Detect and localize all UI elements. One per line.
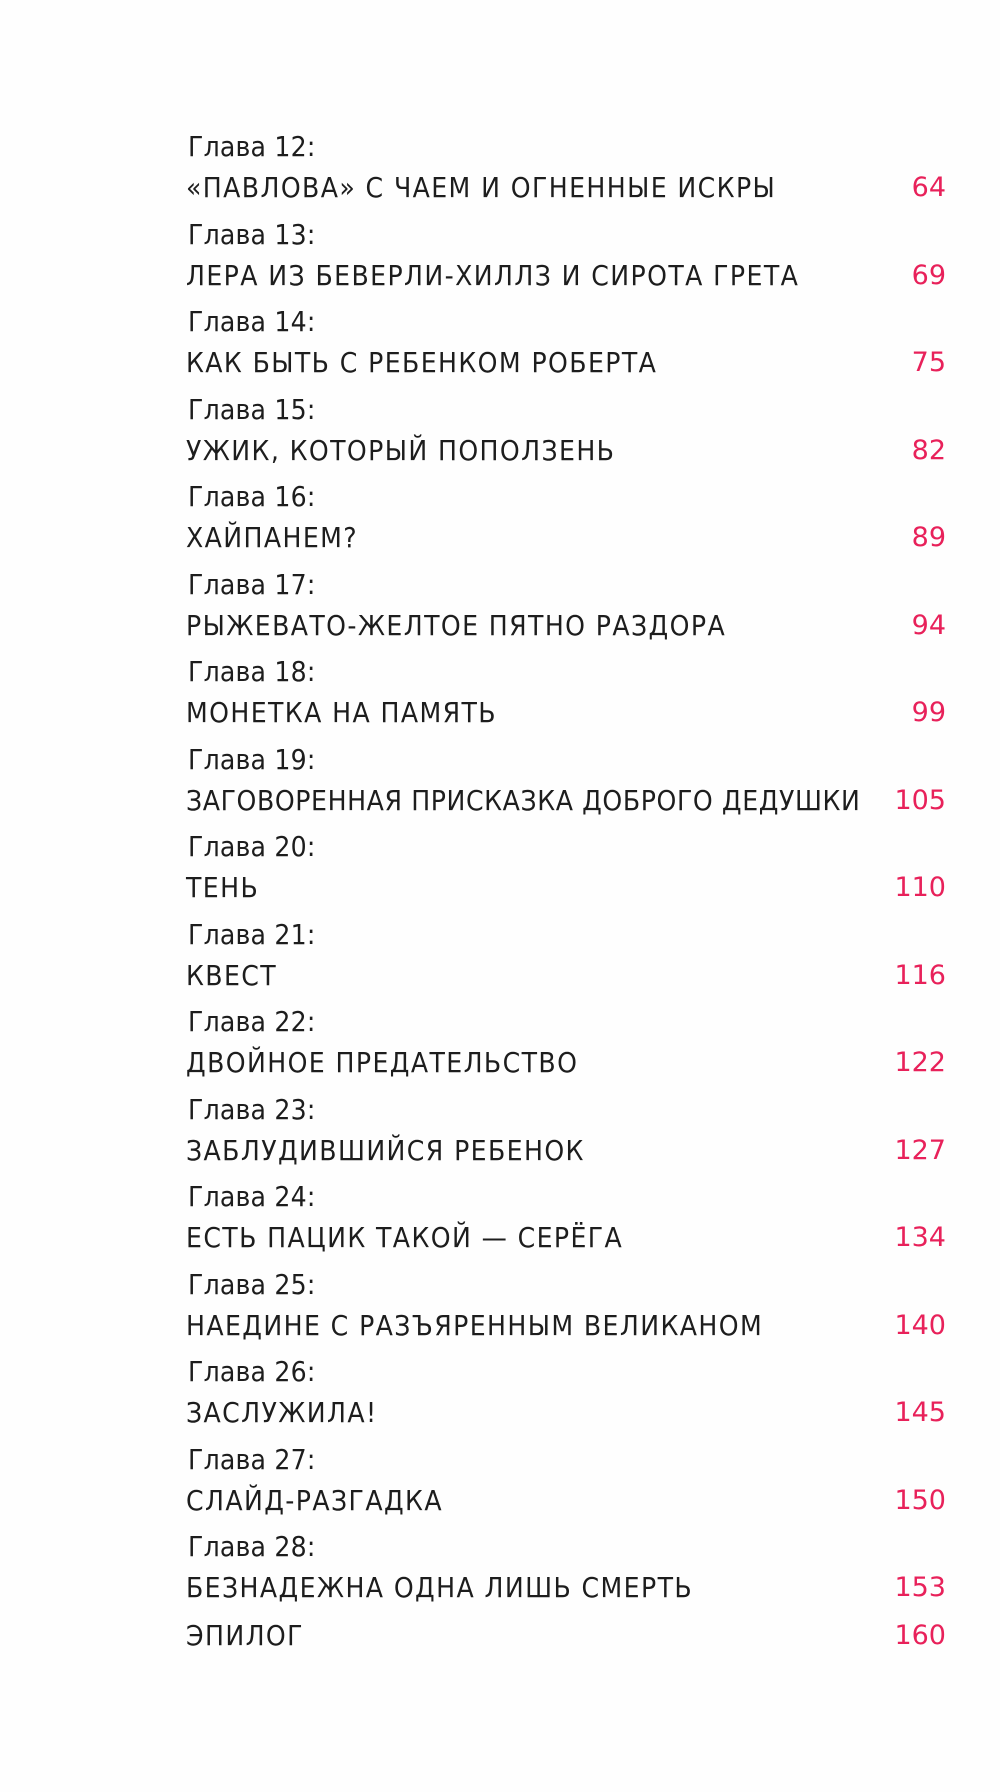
chapter-title: ХАЙПАНЕМ? (186, 521, 359, 554)
chapter-label: Глава 26: (188, 1355, 316, 1388)
chapter-title: «ПАВЛОВА» С ЧАЕМ И ОГНЕННЫЕ ИСКРЫ (186, 171, 777, 204)
toc-entry-chapter-23 (186, 1093, 946, 1181)
page-number: 116 (894, 959, 946, 991)
chapter-title: УЖИК, КОТОРЫЙ ПОПОЛЗЕНЬ (186, 433, 616, 467)
chapter-title: СЛАЙД-РАЗГАДКА (186, 1483, 443, 1517)
toc-entry-chapter-20 (186, 830, 946, 918)
page-number: 69 (911, 259, 946, 291)
chapter-label: Глава 17: (188, 567, 316, 601)
toc-entry-chapter-26 (186, 1355, 946, 1443)
chapter-label: Глава 23: (188, 1092, 316, 1126)
chapter-title: ЗАБЛУДИВШИЙСЯ РЕБЕНОК (186, 1133, 585, 1167)
chapter-title: ЗАСЛУЖИЛА! (186, 1396, 378, 1429)
page-number: 127 (894, 1134, 946, 1166)
page-number: 160 (894, 1619, 946, 1651)
chapter-label: Глава 16: (188, 480, 316, 513)
toc-entry-chapter-21 (186, 918, 946, 1006)
chapter-title: ЛЕРА ИЗ БЕВЕРЛИ-ХИЛЛЗ И СИРОТА ГРЕТА (186, 258, 800, 292)
page-number: 145 (894, 1397, 946, 1428)
chapter-label: Глава 24: (188, 1180, 316, 1213)
toc-entry-chapter-16 (186, 480, 946, 568)
page-number: 82 (911, 434, 946, 466)
toc-entry-chapter-13 (186, 218, 946, 306)
chapter-label: Глава 22: (188, 1005, 316, 1038)
page-number: 153 (894, 1572, 946, 1603)
toc-entry-chapter-18 (186, 655, 946, 743)
toc-entry-chapter-14 (186, 305, 946, 393)
chapter-title: КВЕСТ (186, 958, 278, 992)
chapter-label: Глава 13: (188, 217, 316, 251)
toc-entry-chapter-25 (186, 1268, 946, 1356)
toc-entry-chapter-28 (186, 1530, 946, 1618)
page-number: 140 (894, 1309, 946, 1341)
page-number: 64 (911, 172, 946, 203)
toc-entry-chapter-12 (186, 130, 946, 218)
page-number: 105 (894, 784, 946, 816)
page-number: 75 (911, 347, 946, 378)
page-number: 89 (911, 522, 946, 553)
chapter-title: ЗАГОВОРЕННАЯ ПРИСКАЗКА ДОБРОГО ДЕДУШКИ (186, 783, 861, 817)
chapter-label: Глава 20: (188, 830, 316, 863)
toc-entry-chapter-22 (186, 1005, 946, 1093)
chapter-title: РЫЖЕВАТО-ЖЕЛТОЕ ПЯТНО РАЗДОРА (186, 608, 727, 642)
chapter-label: Глава 28: (188, 1530, 316, 1563)
page-number: 134 (894, 1222, 946, 1253)
toc-entry-chapter-19 (186, 743, 946, 831)
chapter-label: Глава 19: (188, 742, 316, 776)
toc-entry-chapter-27 (186, 1443, 946, 1531)
page-number: 122 (894, 1047, 946, 1078)
chapter-label: Глава 15: (188, 392, 316, 426)
toc-entry-epilogue (186, 1618, 946, 1666)
chapter-label: Глава 18: (188, 655, 316, 688)
chapter-label: Глава 12: (188, 130, 316, 163)
toc-entry-chapter-24 (186, 1180, 946, 1268)
chapter-label: Глава 14: (188, 305, 316, 338)
chapter-label: Глава 21: (188, 917, 316, 951)
chapter-title: ТЕНЬ (186, 871, 260, 904)
epilogue-title: ЭПИЛОГ (186, 1618, 304, 1652)
toc-entry-chapter-17 (186, 568, 946, 656)
chapter-title: ДВОЙНОЕ ПРЕДАТЕЛЬСТВО (186, 1046, 579, 1079)
chapter-title: ЕСТЬ ПАЦИК ТАКОЙ — СЕРЁГА (186, 1221, 624, 1254)
chapter-label: Глава 25: (188, 1267, 316, 1301)
chapter-title: МОНЕТКА НА ПАМЯТЬ (186, 696, 497, 729)
page-number: 150 (894, 1484, 946, 1516)
page-number: 110 (894, 872, 946, 903)
page-number: 94 (911, 609, 946, 641)
chapter-title: КАК БЫТЬ С РЕБЕНКОМ РОБЕРТА (186, 346, 658, 379)
toc-entry-chapter-15 (186, 393, 946, 481)
chapter-title: НАЕДИНЕ С РАЗЪЯРЕННЫМ ВЕЛИКАНОМ (186, 1308, 764, 1342)
chapter-label: Глава 27: (188, 1442, 316, 1476)
table-of-contents (186, 130, 946, 1666)
chapter-title: БЕЗНАДЕЖНА ОДНА ЛИШЬ СМЕРТЬ (186, 1571, 694, 1604)
page-number: 99 (911, 697, 946, 728)
